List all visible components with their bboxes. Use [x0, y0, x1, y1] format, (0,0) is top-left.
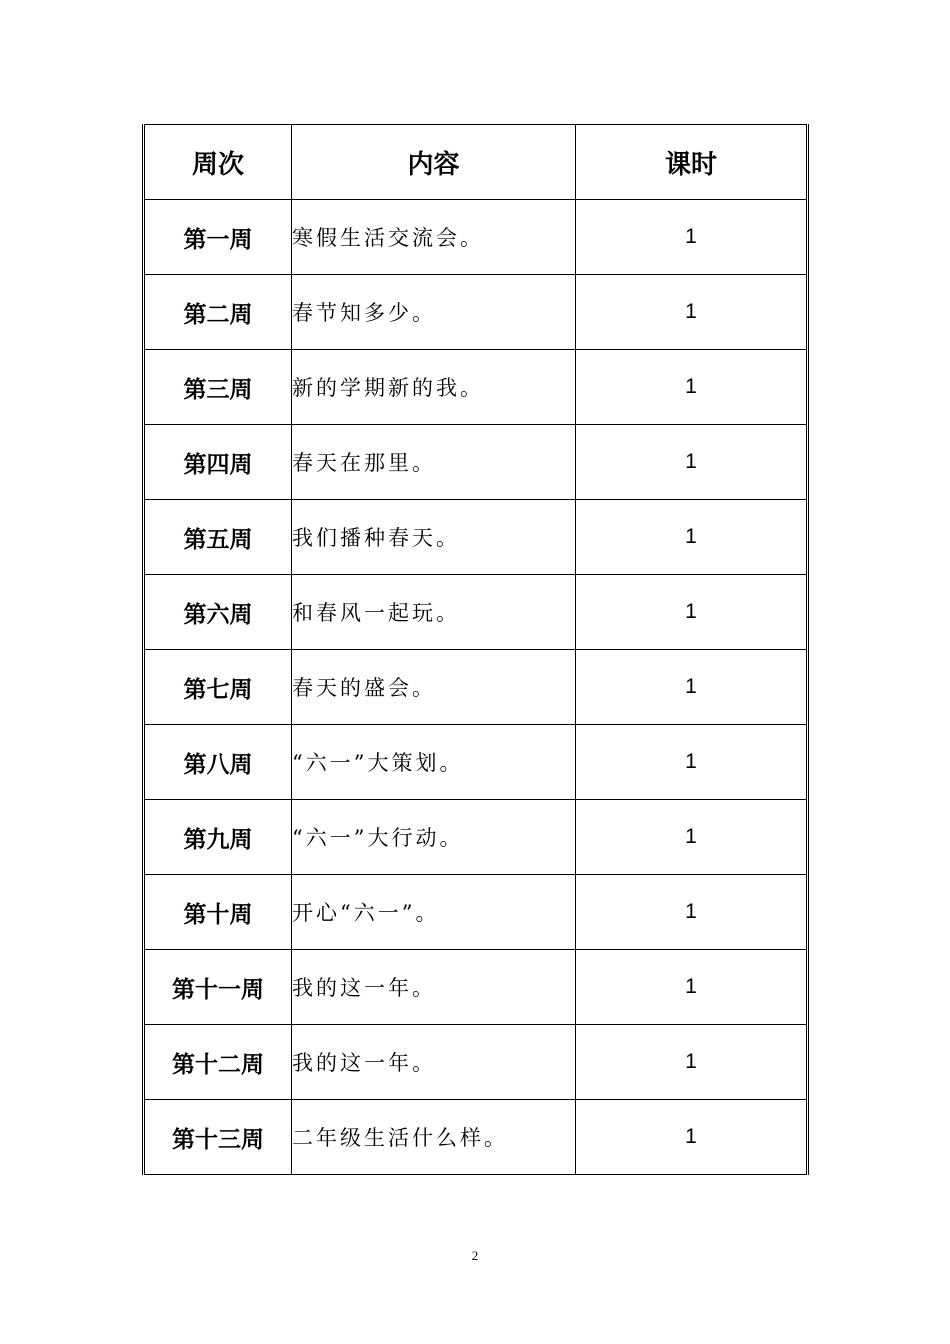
week-cell: 第二周 [144, 275, 292, 350]
hours-cell: 1 [576, 200, 808, 275]
hours-cell: 1 [576, 425, 808, 500]
page-number: 2 [471, 1248, 479, 1263]
hours-cell: 1 [576, 875, 808, 950]
week-cell: 第五周 [144, 500, 292, 575]
week-cell: 第十一周 [144, 950, 292, 1025]
content-cell: 我的这一年。 [292, 950, 576, 1025]
hours-cell: 1 [576, 275, 808, 350]
header-hours: 课时 [576, 125, 808, 200]
hours-cell: 1 [576, 800, 808, 875]
schedule-table [142, 124, 809, 1175]
week-cell: 第七周 [144, 650, 292, 725]
hours-cell: 1 [576, 500, 808, 575]
content-cell: 和春风一起玩。 [292, 575, 576, 650]
table-row [144, 350, 808, 425]
table-row [144, 575, 808, 650]
content-cell: 春天在那里。 [292, 425, 576, 500]
hours-cell: 1 [576, 650, 808, 725]
table-row [144, 950, 808, 1025]
table-row [144, 200, 808, 275]
hours-cell: 1 [576, 1100, 808, 1175]
week-cell: 第九周 [144, 800, 292, 875]
table-row [144, 275, 808, 350]
table-row [144, 1100, 808, 1175]
week-cell: 第六周 [144, 575, 292, 650]
content-cell: 新的学期新的我。 [292, 350, 576, 425]
week-cell: 第十二周 [144, 1025, 292, 1100]
header-content: 内容 [292, 125, 576, 200]
content-cell: 寒假生活交流会。 [292, 200, 576, 275]
week-cell: 第十三周 [144, 1100, 292, 1175]
week-cell: 第一周 [144, 200, 292, 275]
hours-cell: 1 [576, 1025, 808, 1100]
header-week: 周次 [144, 125, 292, 200]
week-cell: 第三周 [144, 350, 292, 425]
table-row [144, 725, 808, 800]
week-cell: 第四周 [144, 425, 292, 500]
table-row [144, 425, 808, 500]
table-row [144, 800, 808, 875]
content-cell: 我们播种春天。 [292, 500, 576, 575]
content-cell: 开心“六一”。 [292, 875, 576, 950]
content-cell: “六一”大策划。 [292, 725, 576, 800]
table-row [144, 1025, 808, 1100]
table-row [144, 875, 808, 950]
hours-cell: 1 [576, 575, 808, 650]
hours-cell: 1 [576, 350, 808, 425]
hours-cell: 1 [576, 725, 808, 800]
content-cell: “六一”大行动。 [292, 800, 576, 875]
hours-cell: 1 [576, 950, 808, 1025]
content-cell: 二年级生活什么样。 [292, 1100, 576, 1175]
table-header-row [144, 125, 808, 200]
table-row [144, 650, 808, 725]
content-cell: 春天的盛会。 [292, 650, 576, 725]
table-row [144, 500, 808, 575]
week-cell: 第十周 [144, 875, 292, 950]
content-cell: 我的这一年。 [292, 1025, 576, 1100]
week-cell: 第八周 [144, 725, 292, 800]
content-cell: 春节知多少。 [292, 275, 576, 350]
